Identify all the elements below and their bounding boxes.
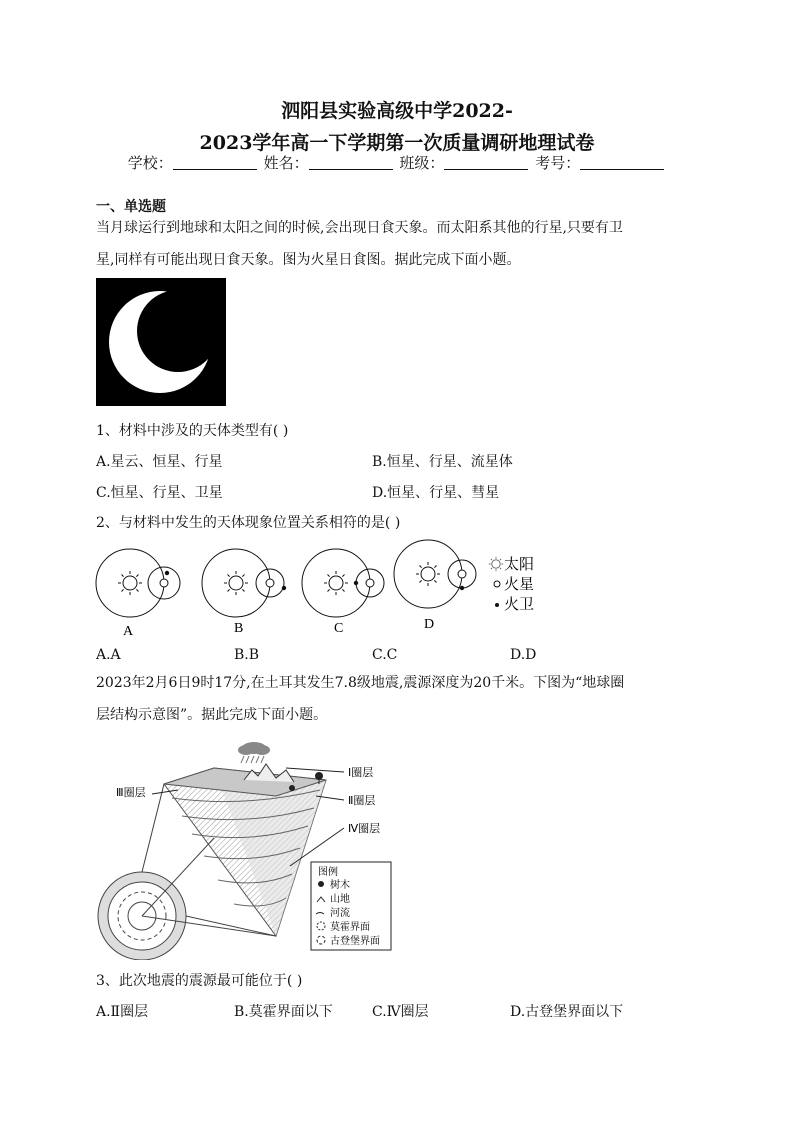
q2-option-b[interactable]: B.B [234, 647, 260, 663]
q1-option-a[interactable]: A.星云、恒星、行星 [96, 454, 223, 470]
question-2-stem: 2、与材料中发生的天体现象位置关系相符的是( ) [96, 515, 401, 531]
class-label: 班级： [399, 154, 445, 172]
legend-moon-label: 火卫 [504, 597, 535, 613]
material-1 [96, 212, 706, 276]
title-line-1: 泗阳县实验高级中学2022- [281, 100, 513, 122]
name-field[interactable] [309, 155, 393, 170]
earth-structure-figure [94, 738, 404, 960]
q2-option-a[interactable]: A.A [96, 647, 121, 663]
question-1-stem: 1、材料中涉及的天体类型有( ) [96, 423, 289, 439]
legend-tree: 树木 [330, 880, 350, 891]
legend-gutenberg: 古登堡界面 [330, 936, 380, 947]
legend-moho: 莫霍界面 [330, 922, 370, 933]
orbit-option-b [202, 549, 286, 636]
orbit-label-b: B [234, 621, 244, 636]
mars-eclipse-image [96, 278, 226, 406]
material-2-line-2: 层结构示意图”。据此完成下面小题。 [96, 707, 328, 723]
q3-option-d[interactable]: D.古登堡界面以下 [510, 1004, 624, 1020]
cloud-icon [238, 742, 270, 763]
class-field[interactable] [444, 155, 528, 170]
material-2 [96, 667, 706, 731]
school-label: 学校： [127, 154, 173, 172]
orbit-option-c [302, 549, 384, 636]
orbit-option-a [96, 549, 180, 639]
exam-no-label: 考号： [535, 154, 581, 172]
q2-option-d[interactable]: D.D [510, 647, 537, 663]
legend-mars-label: 火星 [504, 577, 535, 593]
earth-legend [311, 862, 391, 950]
material-1-line-1: 当月球运行到地球和太阳之间的时候,会出现日食天象。而太阳系其他的行星,只要有卫 [96, 220, 623, 236]
material-2-line-1: 2023年2月6日9时17分,在土耳其发生7.8级地震,震源深度为20千米。下图为“地球圈 [96, 675, 625, 691]
school-field[interactable] [173, 155, 257, 170]
legend-title: 图例 [318, 867, 338, 878]
mountain-icon [244, 764, 294, 782]
orbit-diagram [90, 538, 550, 640]
orbit-legend [489, 556, 534, 613]
exam-no-field[interactable] [580, 155, 664, 170]
q1-option-d[interactable]: D.恒星、行星、彗星 [372, 485, 500, 501]
layer-label-4: Ⅳ圈层 [348, 823, 381, 835]
layer-label-2: Ⅱ圈层 [348, 795, 376, 807]
orbit-option-d [394, 540, 476, 632]
orbit-label-d: D [424, 617, 435, 632]
question-3-stem: 3、此次地震的震源最可能位于( ) [96, 973, 303, 989]
layer-label-1: Ⅰ圈层 [348, 767, 374, 779]
q3-option-a[interactable]: A.Ⅱ圈层 [96, 1004, 149, 1020]
material-1-line-2: 星,同样有可能出现日食天象。图为火星日食图。据此完成下面小题。 [96, 252, 521, 268]
q3-option-c[interactable]: C.Ⅳ圈层 [372, 1004, 429, 1020]
legend-river: 河流 [330, 908, 350, 919]
q1-option-c[interactable]: C.恒星、行星、卫星 [96, 485, 223, 501]
orbit-label-a: A [123, 624, 134, 639]
orbit-label-c: C [334, 621, 344, 636]
title-line-2: 2023学年高一下学期第一次质量调研地理试卷 [199, 132, 595, 154]
section-heading: 一、单选题 [96, 199, 166, 215]
legend-mountain: 山地 [330, 894, 350, 905]
q1-option-b[interactable]: B.恒星、行星、流星体 [372, 454, 513, 470]
student-info-row [0, 152, 794, 173]
legend-sun-label: 太阳 [504, 557, 535, 573]
q2-option-c[interactable]: C.C [372, 647, 398, 663]
name-label: 姓名： [263, 154, 309, 172]
layer-label-3: Ⅲ圈层 [116, 787, 146, 799]
q3-option-b[interactable]: B.莫霍界面以下 [234, 1004, 333, 1020]
